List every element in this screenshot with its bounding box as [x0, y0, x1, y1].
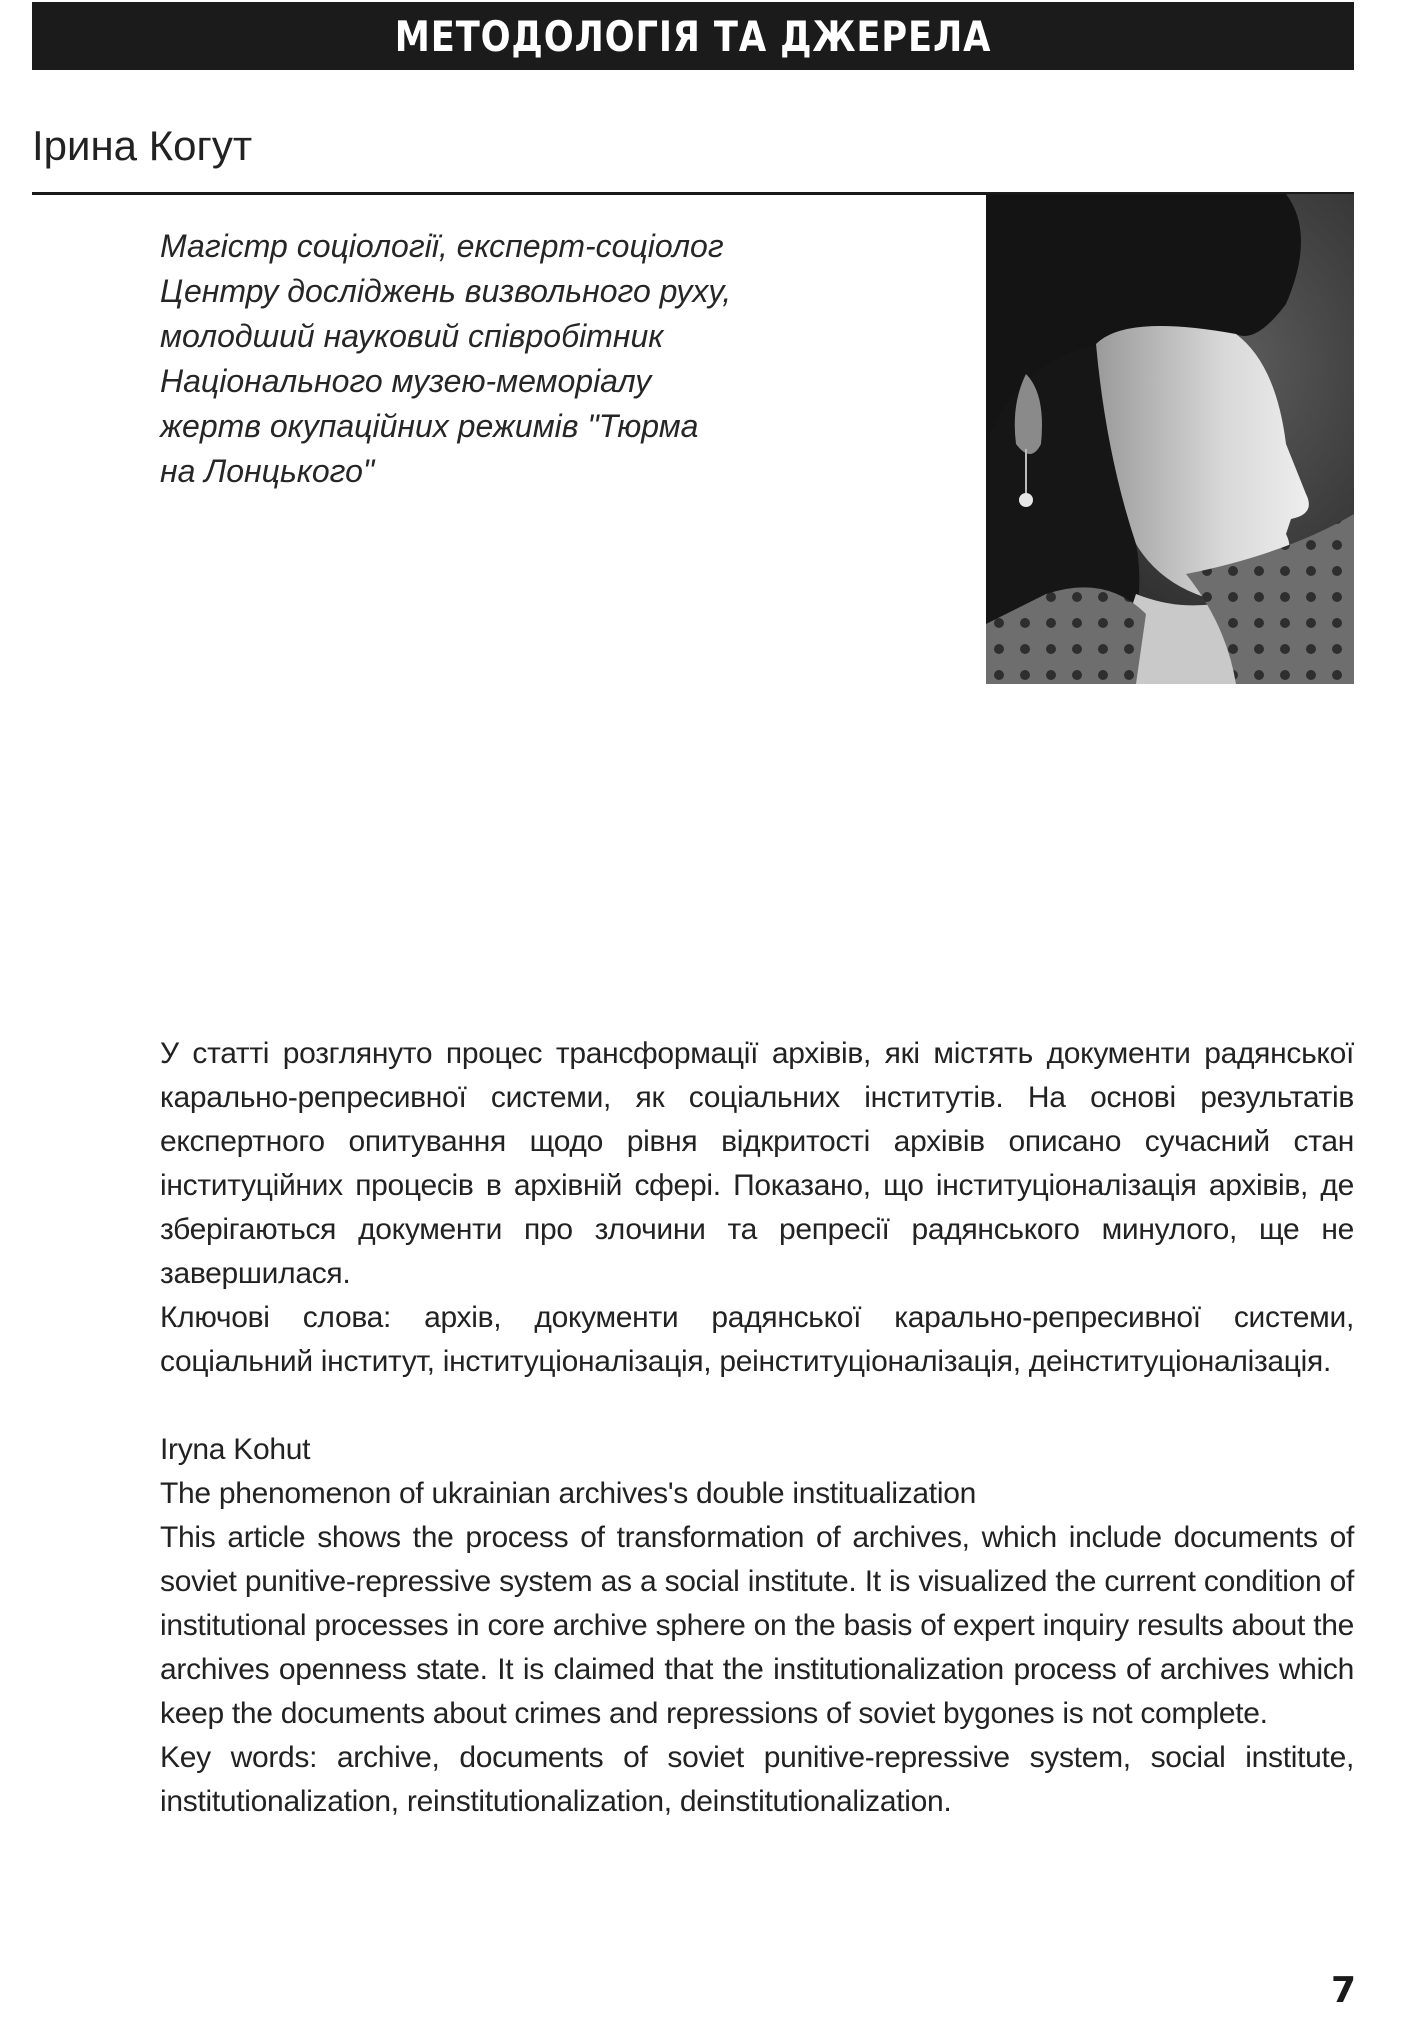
abstract-en-text: This article shows the process of transformation of archives, which include documents of soviet punitive-repressive system as a social institute. It is visualized the current condition of institutional processes in core archive sphere on the basis of expert inquiry results about the archives openness state. It is claimed that the institutionalization process of archives which keep the documents about crimes and repressions of soviet bygones is not complete.	[160, 1521, 1354, 1730]
author-bio-line: молодший науковий співробітник	[160, 318, 664, 354]
author-bio-line: Центру досліджень визвольного руху,	[160, 273, 732, 309]
abstract-en-author: Iryna Kohut	[160, 1433, 311, 1466]
page-number: 7	[1330, 1970, 1356, 2011]
author-bio	[160, 224, 980, 494]
author-bio-line: на Лонцького"	[160, 453, 375, 489]
author-bio-line: жертв окупаційних режимів "Тюрма	[160, 408, 699, 444]
section-header-bar	[32, 2, 1354, 70]
abstract-uk-keywords: Ключові слова: архів, документи радянської карально-репресивної системи, соціальний інститут, інституціоналізація, реінституціоналізація, деінституціоналізація.	[160, 1301, 1354, 1378]
author-name: Ірина Когут	[32, 122, 253, 169]
author-portrait-photo	[986, 194, 1354, 684]
abstract-block	[160, 1032, 1354, 1824]
author-bio-line: Національного музею-меморіалу	[160, 363, 652, 399]
abstract-en-title: The phenomenon of ukrainian archives's double institualization	[160, 1477, 976, 1510]
abstract-en-keywords: Key words: archive, documents of soviet punitive-repressive system, social institute, institutionalization, reinstitutionalization, deinstitutionalization.	[160, 1741, 1354, 1818]
author-bio-line: Магістр соціології, експерт-соціолог	[160, 228, 724, 264]
abstract-uk-text: У статті розглянуто процес трансформації архівів, які містять документи радянської карально-репресивної системи, як соціальних інститутів. На основі результатів експертного опитування щодо рівня відкритості архівів описано сучасний стан інституційних процесів в архівній сфері. Показано, що інституціоналізація архівів, де зберігаються документи про злочини та репресії радянського минулого, ще не завершилася.	[160, 1037, 1354, 1290]
section-title: МЕТОДОЛОГІЯ ТА ДЖЕРЕЛА	[394, 11, 992, 61]
